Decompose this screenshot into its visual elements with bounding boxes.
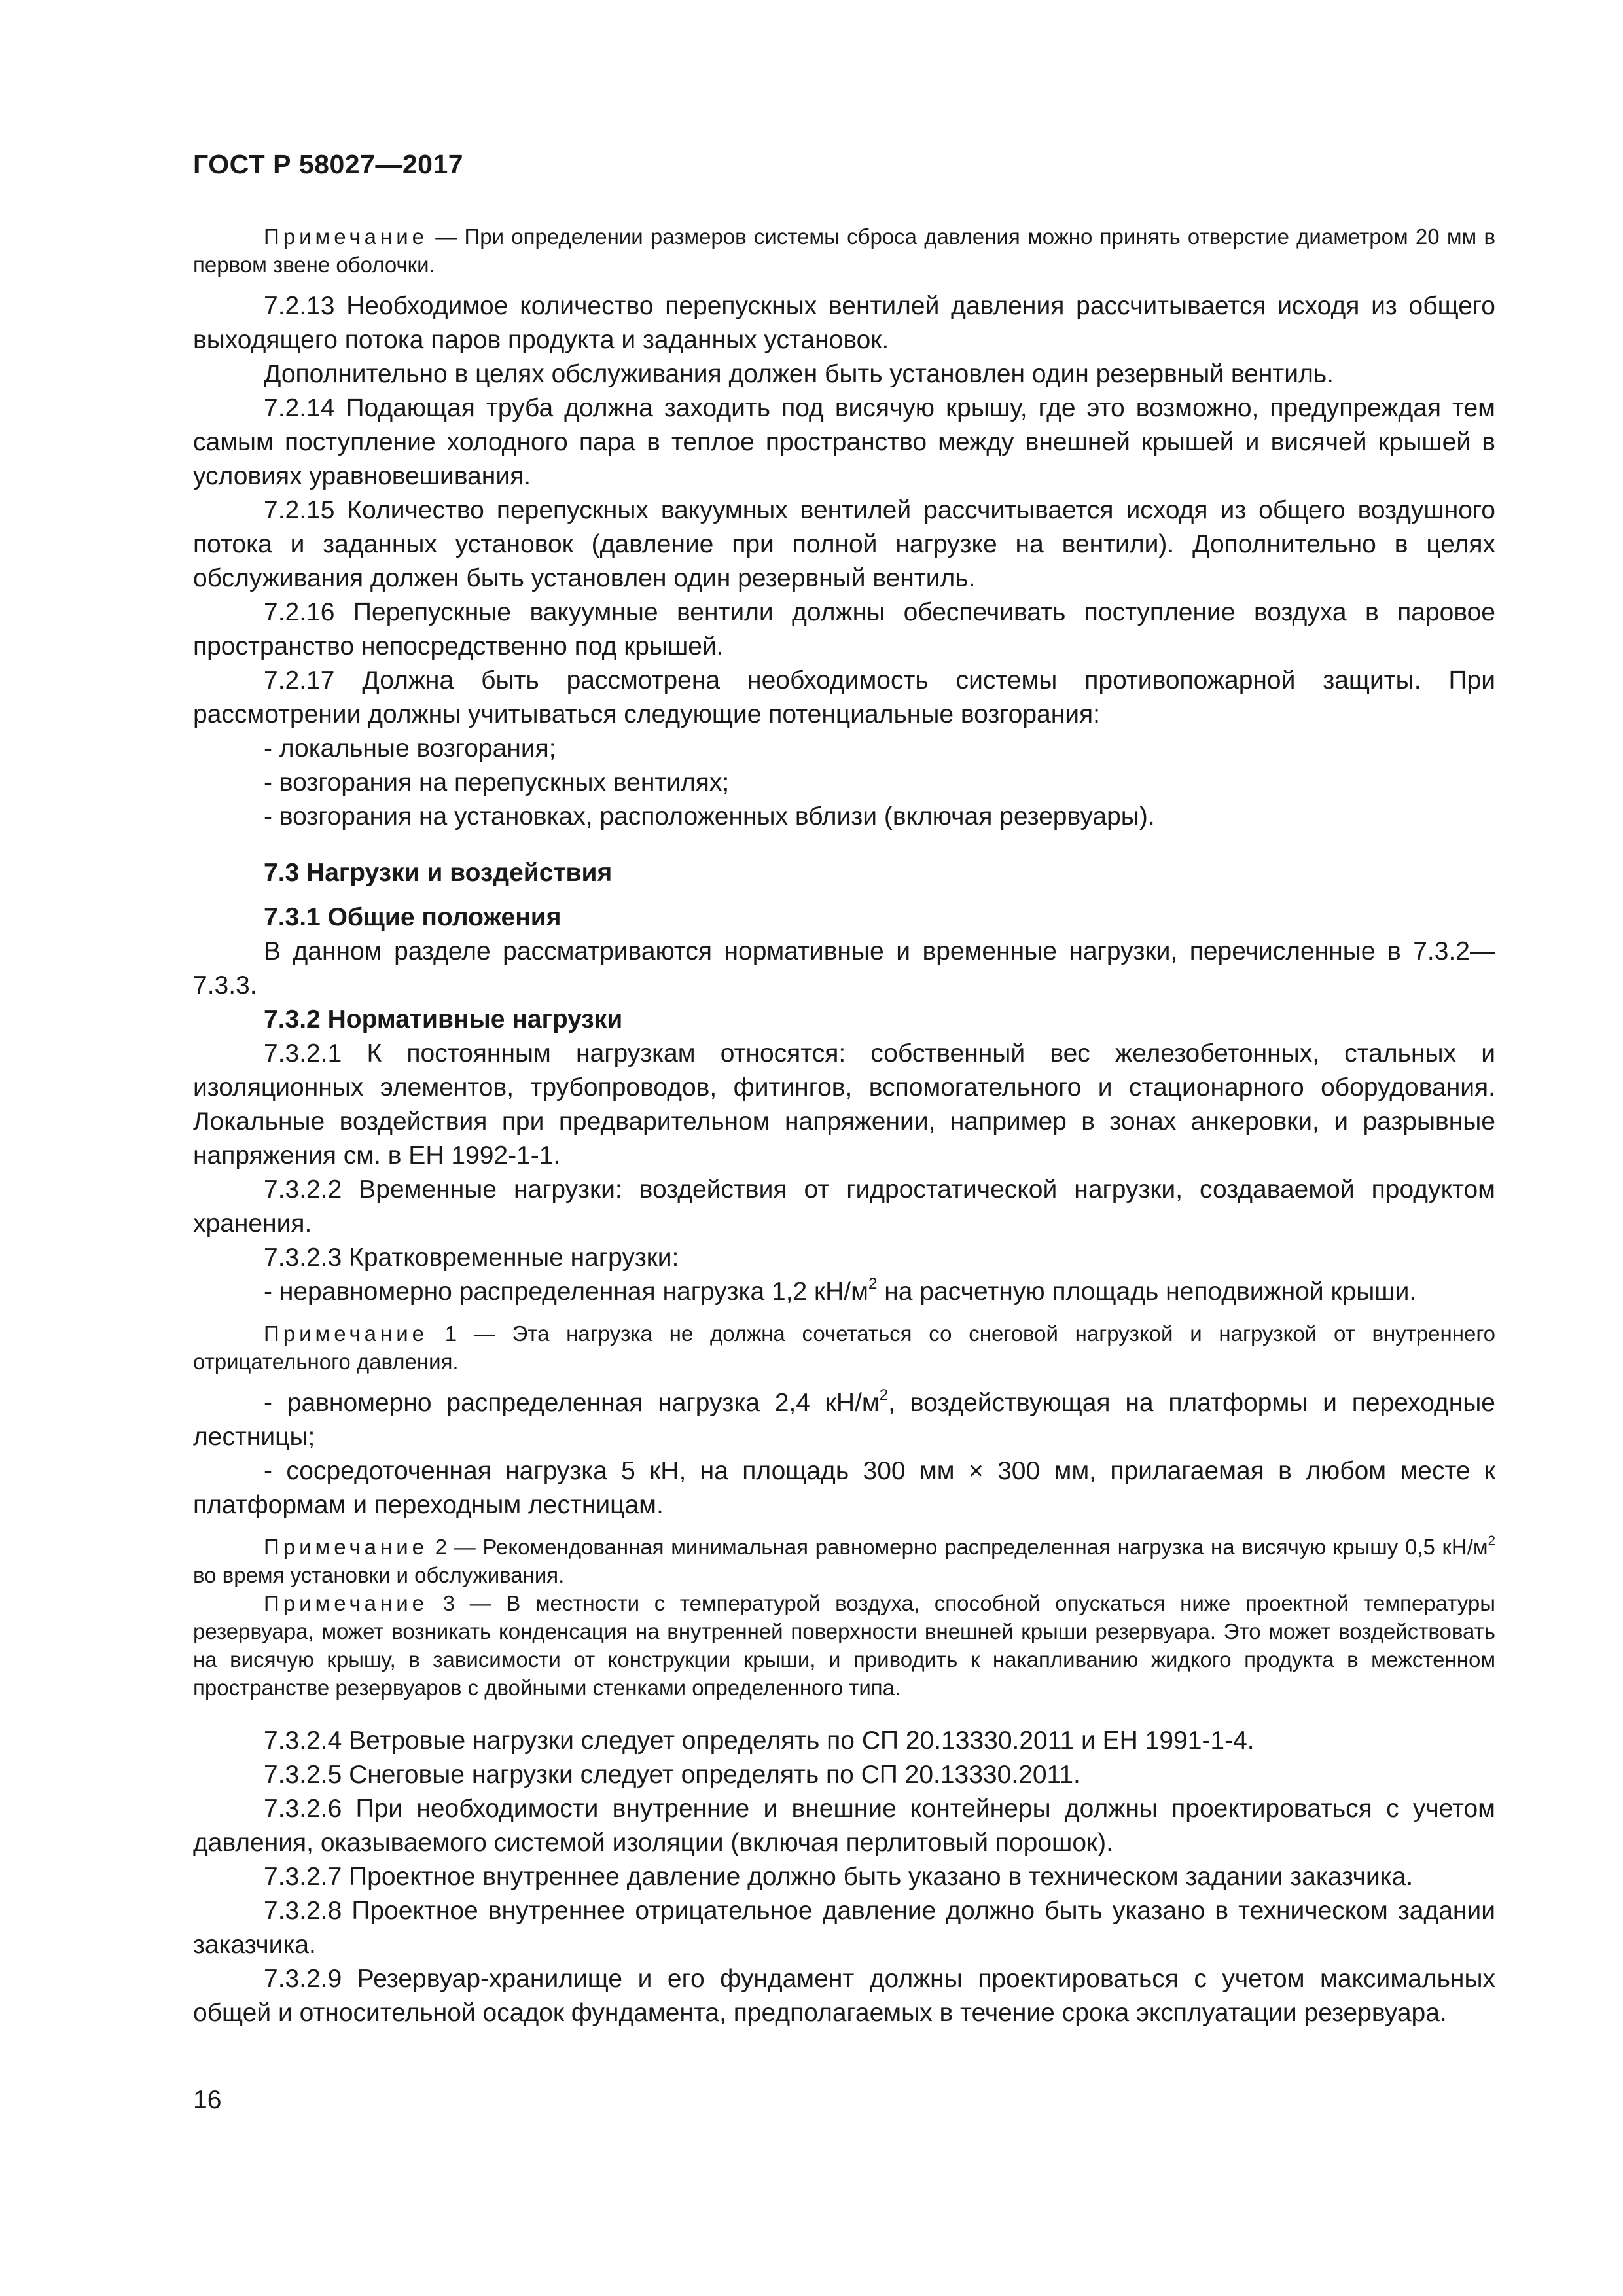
para-7-2-13-extra: Дополнительно в целях обслуживания должен быть установлен один резервный вентиль. [264, 360, 1334, 388]
note-label: Примечание [264, 1535, 429, 1559]
superscript: 2 [879, 1386, 889, 1405]
list-item: - возгорания на перепускных вентилях; [264, 768, 730, 797]
load-text: - равномерно распределенная нагрузка 2,4 кН/м [264, 1389, 880, 1417]
para-7-3-2-4: 7.3.2.4 Ветровые нагрузки следует определять по СП 20.13330.2011 и ЕН 1991-1-4. [264, 1727, 1255, 1755]
para-7-3-2-6: 7.3.2.6 При необходимости внутренние и внешние контейнеры должны проектироваться с учетом давления, оказываемого системой изоляции (включая перлитовый порошок). [193, 1795, 1495, 1857]
note-text: 2 — Рекомендованная минимальная равномерно распределенная нагрузка на висячую крышу 0,5 кН/м [428, 1535, 1488, 1559]
page-number: 16 [193, 2086, 222, 2114]
para-7-2-16: 7.2.16 Перепускные вакуумные вентили должны обеспечивать поступление воздуха в паровое пространство непосредственно под крышей. [193, 598, 1495, 660]
note-pressure-relief [193, 223, 1495, 279]
load-item-1 [193, 1275, 1495, 1309]
document-body [193, 223, 1495, 2030]
para-7-3-2-9: 7.3.2.9 Резервуар-хранилище и его фундамент должны проектироваться с учетом максимальных общей и относительной осадок фундамента, предполагаемых в течение срока эксплуатации резервуара. [193, 1965, 1495, 2027]
list-item: - возгорания на установках, расположенных вблизи (включая резервуары). [264, 802, 1155, 831]
note-2 [193, 1533, 1495, 1589]
para-7-2-13: 7.2.13 Необходимое количество перепускных вентилей давления рассчитывается исходя из общего выходящего потока паров продукта и заданных установок. [193, 292, 1495, 354]
para-7-2-15: 7.2.15 Количество перепускных вакуумных вентилей рассчитывается исходя из общего воздушного потока и заданных установок (давление при полной нагрузке на вентили). Дополнительно в целях обслуживания должен быть установлен один резервный вентиль. [193, 496, 1495, 592]
note-label: Примечание [264, 1321, 429, 1346]
para-7-3-1: В данном разделе рассматриваются нормативные и временные нагрузки, перечисленные в 7.3.2—7.3.3. [193, 937, 1495, 999]
load-item-3: - сосредоточенная нагрузка 5 кН, на площадь 300 мм × 300 мм, прилагаемая в любом месте к платформам и переходным лестницам. [193, 1457, 1495, 1519]
note-text: 3 — В местности с температурой воздуха, способной опускаться ниже проектной температуры резервуара, может возникать конденсация на внутренней поверхности внешней крыши резервуара. Это может воздействовать на висячую крышу, в зависимости от конструкции крыши, и приводить к накапливанию жидкого продукта в межстенном пространстве резервуаров с двойными стенками определенного типа. [193, 1591, 1495, 1700]
load-text: - неравномерно распределенная нагрузка 1,2 кН/м [264, 1278, 868, 1306]
note-3 [193, 1589, 1495, 1702]
note-text: — При определении размеров системы сброса давления можно принять отверстие диаметром 20 мм в первом звене оболочки. [193, 224, 1495, 277]
subsection-heading-7-3-1: 7.3.1 Общие положения [264, 903, 562, 931]
load-item-2 [193, 1386, 1495, 1454]
load-text: , воздействующая на платформы и переходные лестницы; [193, 1389, 1495, 1451]
subsection-heading-7-3-2: 7.3.2 Нормативные нагрузки [264, 1005, 623, 1033]
para-7-3-2-1: 7.3.2.1 К постоянным нагрузкам относятся: собственный вес железобетонных, стальных и изоляционных элементов, трубопроводов, фитингов, вспомогательного и стационарного оборудования. Локальные воздействия при предварительном напряжении, например в зонах анкеровки, и разрывные напряжения см. в ЕН 1992-1-1. [193, 1039, 1495, 1170]
note-text: 1 — Эта нагрузка не должна сочетаться со снеговой нагрузкой и нагрузкой от внутреннего отрицательного давления. [193, 1321, 1495, 1374]
para-7-2-14: 7.2.14 Подающая труба должна заходить под висячую крышу, где это возможно, предупреждая тем самым поступление холодного пара в теплое пространство между внешней крышей и висячей крышей в условиях уравновешивания. [193, 394, 1495, 490]
document-code: ГОСТ Р 58027—2017 [193, 149, 464, 179]
list-item: - локальные возгорания; [264, 734, 556, 762]
note-label: Примечание [264, 1591, 429, 1615]
load-text: на расчетную площадь неподвижной крыши. [877, 1278, 1417, 1306]
note-1 [193, 1319, 1495, 1376]
para-7-3-2-8: 7.3.2.8 Проектное внутреннее отрицательное давление должно быть указано в техническом задании заказчика. [193, 1897, 1495, 1959]
para-7-3-2-2: 7.3.2.2 Временные нагрузки: воздействия от гидростатической нагрузки, создаваемой продуктом хранения. [193, 1175, 1495, 1238]
para-7-3-2-5: 7.3.2.5 Снеговые нагрузки следует определять по СП 20.13330.2011. [264, 1761, 1080, 1789]
note-label: Примечание [264, 224, 429, 249]
section-heading-7-3: 7.3 Нагрузки и воздействия [264, 859, 613, 887]
superscript: 2 [868, 1275, 878, 1293]
superscript: 2 [1488, 1533, 1495, 1549]
para-7-3-2-7: 7.3.2.7 Проектное внутреннее давление должно быть указано в техническом задании заказчика. [264, 1863, 1414, 1891]
note-text: во время установки и обслуживания. [193, 1563, 565, 1587]
para-7-3-2-3: 7.3.2.3 Кратковременные нагрузки: [264, 1244, 679, 1272]
para-7-2-17: 7.2.17 Должна быть рассмотрена необходимость системы противопожарной защиты. При рассмотрении должны учитываться следующие потенциальные возгорания: [193, 666, 1495, 728]
